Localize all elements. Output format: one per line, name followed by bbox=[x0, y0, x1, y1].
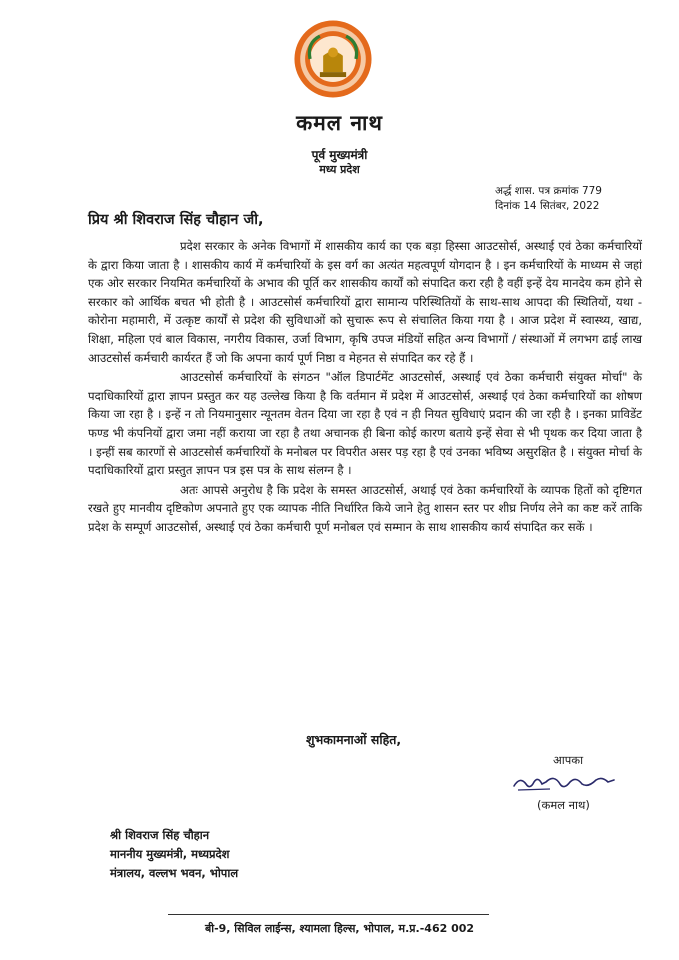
letter-body bbox=[88, 237, 642, 537]
madhya-pradesh-emblem-icon bbox=[292, 18, 374, 100]
sender-state: मध्य प्रदेश bbox=[319, 163, 360, 176]
salutation: प्रिय श्री शिवराज सिंह चौहान जी, bbox=[88, 212, 264, 228]
recipient-line-2: माननीय मुख्यमंत्री, मध्यप्रदेश bbox=[110, 847, 230, 861]
recipient-line-1: श्री शिवराज सिंह चौहान bbox=[110, 828, 210, 842]
signer-name: (कमल नाथ) bbox=[537, 798, 590, 812]
reference-number: अर्द्ध शास. पत्र क्रमांक 779 bbox=[495, 185, 602, 197]
yours-label: आपका bbox=[553, 753, 584, 767]
reference-block bbox=[495, 184, 637, 214]
footer-divider bbox=[168, 914, 489, 915]
paragraph-2: आउटसोर्स कर्मचारियों के संगठन "ऑल डिपार्टमेंट आउटसोर्स, अस्थाई एवं ठेका कर्मचारी संयुक्त मोर्चा" के पदाधिकारियों द्वारा ज्ञापन प्रस्तुत कर यह उल्लेख किया है कि वर्तमान में प्रदेश में आउटसोर्स, अस्थाई एवं ठेका कर्मचारियों का शोषण किया जा रहा है । इन्हें न तो नियमानुसार न्यूनतम वेतन दिया जा रहा है एवं न ही नियत सुविधाएं प्रदान की जा रही है । इनका प्राविडेंट फण्ड भी कंपनियों द्वारा जमा नहीं कराया जा रहा है तथा अचानक ही बिना कोई कारण बताये इन्हें सेवा से भी पृथक कर दिया जाता है । इन्हीं सब कारणों से आउटसोर्स कर्मचारियों के मनोबल पर विपरीत असर पड़ रहा है एवं उनका भविष्य असुरक्षित है । संयुक्त मोर्चा के पदाधिकारियों द्वारा प्रस्तुत ज्ञापन पत्र इस पत्र के साथ संलग्न है । bbox=[88, 370, 642, 478]
sender-title: पूर्व मुख्यमंत्री bbox=[311, 148, 368, 162]
paragraph-3: अतः आपसे अनुरोध है कि प्रदेश के समस्त आउटसोर्स, अथाई एवं ठेका कर्मचारियों के व्यापक हितों को दृष्टिगत रखते हुए मानवीय दृष्टिकोण अपनाते हुए एक व्यापक नीति निर्धारित किये जाने हेतु शासन स्तर पर शीघ्र निर्णय लेने का कष्ट करें ताकि प्रदेश के सम्पूर्ण आउटसोर्स, अस्थाई एवं ठेका कर्मचारी पूर्ण मनोबल एवं सम्मान के साथ शासकीय कार्य संपादित कर सकें । bbox=[88, 482, 642, 534]
closing-line: शुभकामनाओं सहित, bbox=[306, 732, 402, 747]
handwritten-signature-icon bbox=[510, 770, 620, 796]
recipient-line-3: मंत्रालय, वल्लभ भवन, भोपाल bbox=[110, 866, 239, 880]
paragraph-1: प्रदेश सरकार के अनेक विभागों में शासकीय कार्य का एक बड़ा हिस्सा आउटसोर्स, अस्थाई एवं ठेका कर्मचारियों के द्वारा किया जाता है । शासकीय कार्य में कर्मचारियों के इस वर्ग का अत्यंत महत्वपूर्ण योगदान है । इन कर्मचारियों के माध्यम से जहां एक ओर सरकार नियमित कर्मचारियों के अभाव की पूर्ति कर शासकीय कार्यों को संपादित करा रही है वहीं इन्हें देय मानदेय कम होने से सरकार को आर्थिक बचत भी होती है । आउटसोर्स कर्मचारियों द्वारा सामान्य परिस्थितियों के साथ-साथ आपदा की स्थितियों, यथा - कोरोना महामारी, में उत्कृष्ट कार्यों से प्रदेश की सुविधाओं को सुचारू रूप से संचालित किया गया है । आज प्रदेश में स्वास्थ्य, खाद्य, शिक्षा, महिला एवं बाल विकास, नगरीय विकास, उर्जा विभाग, कृषि उपज मंडियों सहित अन्य विभागों / संस्थाओं में लगभग ढाई लाख आउटसोर्स कर्मचारी कार्यरत हैं जो कि अपना कार्य पूर्ण निष्ठा व मेहनत से संपादित कर रहे हैं । bbox=[88, 239, 642, 365]
recipient-address bbox=[110, 826, 238, 883]
footer-address: बी-9, सिविल लाईन्स, श्यामला हिल्स, भोपाल, म.प्र.-462 002 bbox=[204, 922, 475, 935]
sender-name: कमल नाथ bbox=[296, 111, 383, 135]
reference-date: दिनांक 14 सितंबर, 2022 bbox=[495, 200, 600, 212]
